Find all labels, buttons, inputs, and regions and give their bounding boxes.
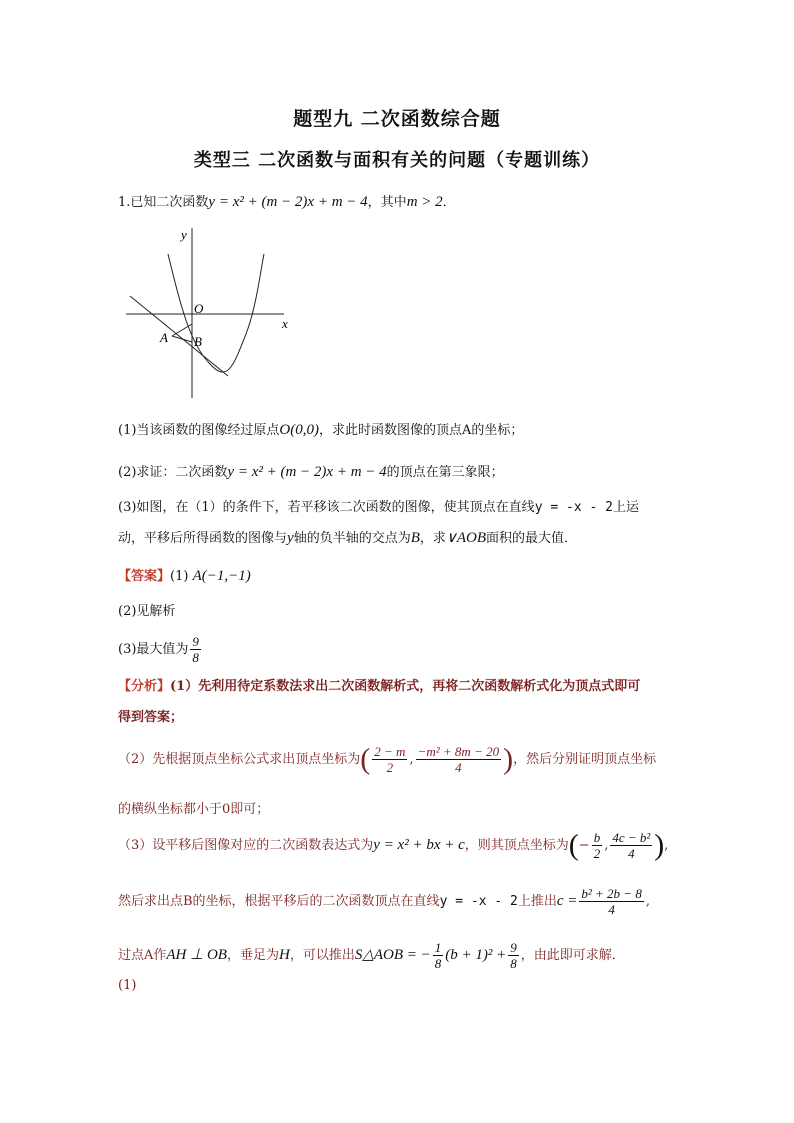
q1-origin: O(0,0): [279, 422, 319, 438]
question-1: [118, 420, 523, 441]
answer-3-fraction: [190, 634, 201, 665]
p3-frac-2: [610, 830, 652, 861]
q3-line-eq: y = -x - 2: [534, 500, 613, 515]
q3-l2-e: ，求: [419, 531, 446, 546]
p3-l2-c: 上推出: [517, 894, 557, 909]
stem-formula: y = x² + (m − 2)x + m − 4: [208, 194, 368, 210]
answer-1-value: A(−1,−1): [192, 568, 251, 584]
q3-text-a: (3)如图，在（1）的条件下，若平移该二次函数的图像，使其顶点在直线: [118, 500, 535, 515]
q3-l2-y: y: [287, 530, 294, 546]
p3-l2-frac: [579, 886, 643, 917]
question-3-line-2: [118, 528, 577, 549]
frac-den: 2: [593, 846, 601, 861]
line-y-neg-x-minus-2: [130, 296, 228, 376]
analysis-p3-line-3: [118, 940, 625, 971]
frac-num: b: [593, 830, 601, 845]
label-x: x: [282, 316, 288, 331]
question-3-line-1: [118, 498, 639, 518]
q3-text-c: 上运: [612, 500, 639, 515]
answer-1-prefix: (1): [170, 569, 189, 584]
q3-l2-a: 动，平移后所得函数的图像与: [118, 531, 288, 546]
label-o: O: [194, 301, 204, 316]
q3-l2-b: B: [410, 530, 420, 546]
page-subtitle: 类型三 二次函数与面积有关的问题（专题训练）: [193, 150, 601, 171]
p3-l3-frac-2: [508, 940, 519, 971]
q3-l2-triangle: ∨AOB: [445, 530, 487, 546]
answer-1: [118, 566, 251, 587]
analysis-p1-line-2: 得到答案；: [118, 710, 184, 725]
paren-open: (: [360, 742, 371, 776]
answer-label: 【答案】: [118, 569, 171, 584]
stem-text-a: 已知二次函数: [130, 195, 209, 210]
q3-l2-g: 面积的最大值．: [486, 531, 578, 546]
p3-text-a: （3）设平移后图像对应的二次函数表达式为: [118, 838, 374, 853]
p2-text-a: （2）先根据顶点坐标公式求出顶点坐标为: [118, 752, 361, 767]
page-title: 题型九 二次函数综合题: [293, 108, 501, 130]
stem-condition: m > 2: [406, 194, 443, 210]
frac-num: −m² + 8m − 20: [417, 744, 500, 759]
analysis-p3-line-2: 然后求出点B的坐标，根据平移后的二次函数顶点在直线y = -x - 2上推出c = $\frac{\text{b² + 2b − 8}}{4}$ ,: [118, 886, 650, 917]
frac-num: 1: [434, 940, 442, 955]
p3-l3-a: 过点A作: [118, 948, 167, 963]
p3-text-b: ，则其顶点坐标为: [464, 838, 569, 853]
q1-text-c: ，求此时函数图像的顶点A的坐标；: [319, 423, 524, 438]
q2-formula: y = x² + (m − 2)x + m − 4: [227, 464, 387, 480]
answer-2: (2)见解析: [118, 604, 176, 619]
frac-num: 2 − m: [374, 744, 406, 759]
q3-l2-c: 轴的负半轴的交点为: [293, 531, 411, 546]
frac-den: 8: [510, 956, 517, 971]
paren-close: ): [503, 742, 514, 776]
segment-ao: [172, 324, 192, 336]
p2-text-b: ，然后分别证明顶点坐标: [513, 752, 657, 767]
parabola-curve: [168, 254, 264, 372]
frac-den: 8: [192, 650, 199, 665]
frac-num: 9: [510, 940, 517, 955]
paren-close: ): [654, 828, 665, 862]
frac-den: 8: [434, 956, 442, 971]
p3-l3-h: H: [278, 947, 290, 963]
segment-ab: [172, 336, 192, 342]
stem-end: ．: [442, 195, 456, 210]
stem-text-b: ，其中: [367, 195, 407, 210]
frac-num: b² + 2b − 8: [581, 886, 642, 901]
analysis-p2-line-1: （2）先根据顶点坐标公式求出顶点坐标为( $\frac{2 - m}{2}$ , $\frac{\text{−m² + 8m − 20}}{4}$ )，然后分别证明顶点坐标: [118, 742, 657, 776]
problem-number: 1.: [118, 195, 131, 210]
p3-l3-g: (b + 1)² +: [445, 947, 507, 963]
frac-den: 2: [386, 760, 394, 775]
p3-frac-1: [592, 830, 603, 861]
q2-text-c: 的顶点在第三象限；: [386, 465, 504, 480]
frac-num: 9: [192, 634, 199, 649]
problem-stem: [118, 192, 456, 213]
p2-frac-1: [372, 744, 407, 775]
p3-l3-c: ，垂足为: [226, 948, 279, 963]
analysis-p2-line-2: 的横纵坐标都小于0即可；: [118, 802, 270, 817]
question-2: [118, 462, 504, 483]
p3-formula: y = x² + bx + c: [373, 837, 465, 853]
frac-den: 4: [608, 902, 615, 917]
paren-open: (: [568, 828, 579, 862]
frac-den: 4: [455, 760, 462, 775]
p3-l3-h-end: ，由此即可求解．: [520, 948, 625, 963]
label-a: A: [160, 330, 168, 345]
p3-l3-e: ，可以推出: [289, 948, 355, 963]
p3-l2-line-eq: y = -x - 2: [439, 894, 518, 909]
answer-3: [118, 634, 203, 665]
label-y: y: [181, 227, 187, 242]
p3-l3-perp: AH ⊥ OB: [166, 947, 227, 963]
q2-text-a: (2)求证：二次函数: [118, 465, 228, 480]
label-b: B: [194, 334, 202, 349]
q1-text-a: (1)当该函数的图像经过原点: [118, 423, 280, 438]
answer-3-prefix: (3)最大值为: [118, 642, 189, 657]
p3-l2-a: 然后求出点B的坐标，根据平移后的二次函数顶点在直线: [118, 894, 440, 909]
analysis-p1-line-1: [118, 677, 640, 697]
solution-start: (1): [118, 978, 137, 993]
frac-num: 4c − b²: [612, 830, 651, 845]
p3-l2-c-eq: c =: [556, 893, 578, 909]
frac-den: 4: [628, 846, 635, 861]
analysis-p3-line-1: （3）设平移后图像对应的二次函数表达式为y = x² + bx + c，则其顶点坐标为(− $\frac{b}{2}$ , $\frac{\text{4c − b²}}{4}$ ),: [118, 828, 669, 862]
p3-l3-area: S△AOB = −: [354, 947, 431, 963]
analysis-label: 【分析】: [118, 679, 171, 694]
analysis-p1-text: (1）先利用待定系数法求出二次函数解析式，再将二次函数解析式化为顶点式即可: [170, 679, 641, 694]
p2-frac-2: [416, 744, 502, 775]
parabola-figure: [124, 224, 294, 400]
p3-l3-frac-1: [433, 940, 444, 971]
